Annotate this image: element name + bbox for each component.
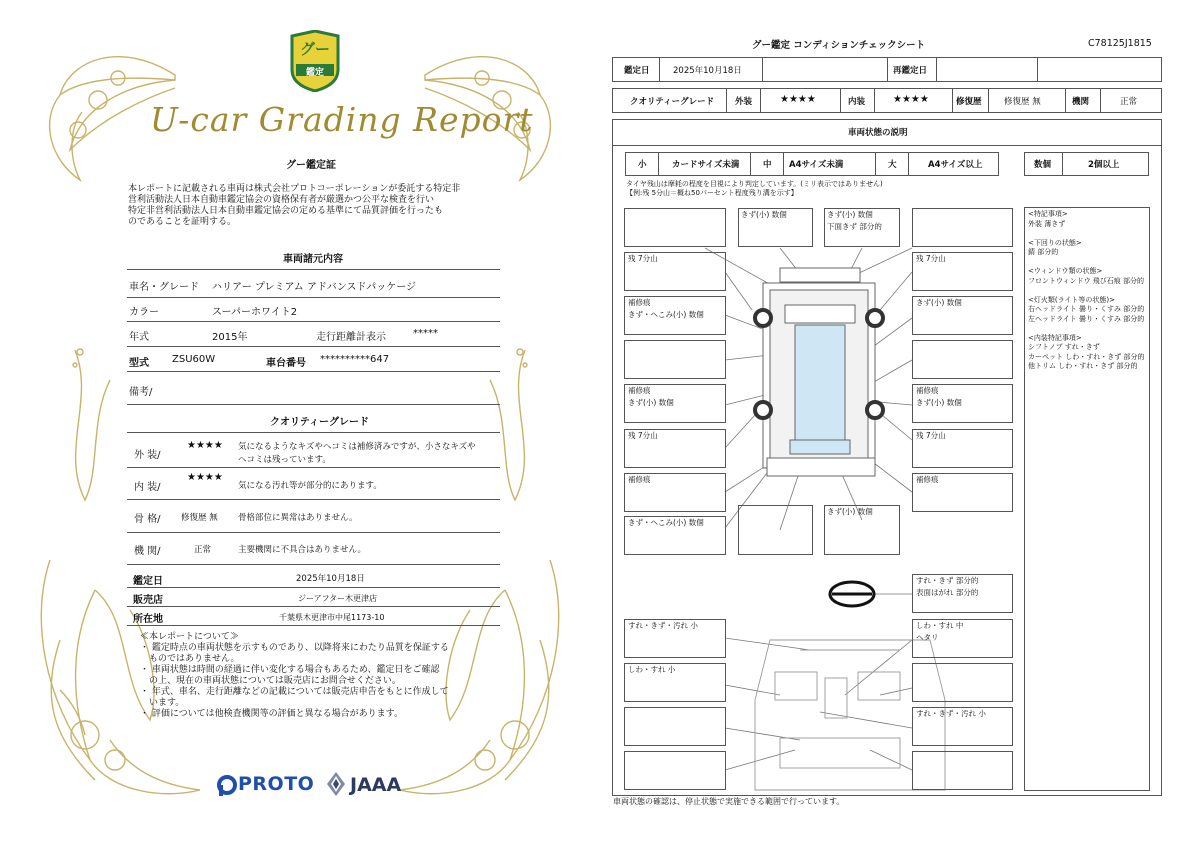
chassis-label: 車台番号 (266, 358, 306, 369)
callout-c12: 補修痕 (916, 475, 939, 484)
callout-c5a: 補修痕 (628, 298, 651, 307)
callout-c10: 残 7分山 (916, 431, 946, 440)
callout-c5b: きず・へこみ(小) 数個 (628, 310, 704, 319)
remarks-label: 備考/ (129, 387, 153, 398)
callout-c19: すれ・きず・汚れ 小 (916, 709, 986, 718)
badge-line1: グー (299, 40, 330, 58)
jaaa-logo-icon (326, 771, 346, 797)
engine-label-sheet: 機関 (1072, 97, 1090, 107)
size-small-desc: カードサイズ未満 (672, 160, 740, 170)
callout-box (624, 208, 726, 247)
badge-line2: 鑑定 (305, 68, 324, 78)
callout-c8b: きず(小) 数個 (916, 398, 962, 407)
model-value: ZSU60W (172, 354, 216, 365)
int-stars: ★★★★ (893, 94, 929, 105)
color-label: カラー (129, 307, 159, 318)
reappraisal-label: 再鑑定日 (893, 66, 928, 76)
proto-logo-icon (216, 774, 238, 796)
ext-label: 外装 (735, 97, 753, 107)
size-mid: 中 (763, 160, 772, 170)
frame-label: 骨 格/ (134, 514, 161, 525)
int-label: 内装 (848, 97, 866, 107)
engine-comment: 主要機関に不具合はありません。 (238, 545, 367, 555)
interior-label: 内 装/ (134, 482, 161, 493)
certificate-heading: グー鑑定証 (286, 160, 336, 171)
name-label: 車名・グレード (129, 282, 199, 293)
callout-c1: きず(小) 数個 (741, 210, 787, 219)
engine-label: 機 関/ (134, 546, 161, 557)
proto-logo-text: PROTO (238, 773, 315, 795)
repair-value: 修復歴 無 (1004, 97, 1041, 107)
description-heading: 車両状態の説明 (848, 128, 908, 138)
callout-box (624, 751, 726, 790)
callout-c15b: 表面はがれ 部分的 (916, 588, 979, 597)
callout-box (912, 340, 1013, 379)
callout-c11: 補修痕 (628, 475, 651, 484)
report-title: U-car Grading Report (150, 100, 534, 139)
ext-stars: ★★★★ (780, 94, 816, 105)
size-large-desc: A4サイズ以上 (928, 160, 983, 170)
callout-box (738, 505, 813, 555)
count-desc: 2個以上 (1088, 160, 1120, 170)
callout-box (912, 208, 1013, 247)
callout-c3: 残 7分山 (628, 254, 658, 263)
mileage-value: ***** (413, 328, 438, 339)
appraisal-date-value: 2025年10月18日 (296, 574, 365, 584)
callout-box (912, 751, 1013, 790)
size-large: 大 (888, 160, 897, 170)
exterior-stars: ★★★★ (187, 440, 223, 451)
dealer-value: ジーアフター木更津店 (298, 594, 378, 603)
exterior-comment-1: 気になるようなキズやヘコミは補修済みですが、小さなキズや (238, 442, 476, 452)
sheet-title: グー鑑定 コンディションチェックシート (752, 40, 926, 51)
callout-c7a: 補修痕 (628, 386, 651, 395)
name-value: ハリアー プレミアム アドバンスドパッケージ (212, 282, 417, 293)
chassis-value: **********647 (320, 354, 390, 365)
callout-c4: 残 7分山 (916, 254, 946, 263)
callout-c2a: きず(小) 数個 (827, 210, 873, 219)
callout-c18: しわ・すれ 小 (628, 665, 676, 674)
address-label: 所在地 (133, 614, 163, 625)
sheet-code: C78125J1815 (1088, 38, 1152, 49)
report-notes: ≪本レポートについて≫ ・ 鑑定時点の車両状態を示すものであり、以降将来にわたり品質を保証する ものではありません。 ・ 車両状態は時間の経過に伴い変化する場合もあるため、鑑定日をご確認 の上、現在の車両状態については販売店にお問合せください。 ・ 年式、車名、走行距離などの記載については販売店申告をもとに作成して います。 ・ 評価については他検査機関等の評価と異なる場合があります。 (140, 632, 500, 720)
callout-c2b: 下面きず 部分的 (827, 222, 882, 231)
callout-c7b: きず(小) 数個 (628, 398, 674, 407)
tire-note-2: 【例:残 5分山＝概ね50パーセント程度残り溝を示す】 (626, 189, 798, 197)
certificate-text: 本レポートに記載される車両は株式会社プロトコーポレーションが委託する特定非 営利活動法人日本自動車鑑定協会の資格保有者が厳選かつ公平な検査を行い 特定非営利活動法人日本自動車鑑定協会の定める基準にて品質評価を行ったも のであることを証明する。 (128, 184, 461, 227)
callout-c13: きず・へこみ(小) 数個 (628, 518, 704, 527)
size-mid-desc: A4サイズ未満 (789, 160, 844, 170)
exterior-comment-2: ヘコミは残っています。 (238, 455, 331, 465)
size-small: 小 (638, 160, 647, 170)
callout-c16: すれ・きず・汚れ 小 (628, 621, 698, 630)
callout-c6: きず(小) 数個 (916, 298, 962, 307)
frame-value: 修復歴 無 (181, 513, 218, 523)
interior-comment: 気になる汚れ等が部分的にあります。 (238, 481, 382, 491)
exterior-label: 外 装/ (134, 450, 161, 461)
model-label: 型式 (129, 358, 149, 369)
address-value: 千葉県木更津市中尾1173-10 (279, 613, 385, 622)
interior-stars: ★★★★ (187, 472, 223, 483)
quality-heading: クオリティーグレード (270, 417, 369, 428)
side-notes: <特記事項> 外装 薄きず <下回りの状態> 錆 部分的 <ウィンドウ類の状態> フロントウィンドウ 飛び石痕 部分的 <灯火類(ライト等の状態)> 右ヘッドライト 曇り・くすみ 部分的 左ヘッドライト 曇り・くすみ 部分的 <内装特記事項> シフトノブ すれ・きず カーペット しわ・すれ・きず 部分的 他トリム しわ・すれ・きず 部分的 (1028, 210, 1145, 370)
sheet-date-value: 2025年10月18日 (673, 66, 742, 76)
callout-c8a: 補修痕 (916, 386, 939, 395)
sheet-date-label: 鑑定日 (624, 66, 650, 76)
spec-heading: 車両諸元内容 (283, 254, 343, 265)
color-value: スーパーホワイト2 (212, 307, 298, 318)
callout-c9: 残 7分山 (628, 431, 658, 440)
condition-check-sheet (600, 0, 1200, 848)
callout-c17a: しわ・すれ 中 (916, 621, 964, 630)
callout-c15a: すれ・きず 部分的 (916, 576, 979, 585)
sheet-footer: 車両状態の確認は、停止状態で実施できる範囲で行っています。 (613, 797, 845, 806)
engine-value-sheet: 正常 (1120, 97, 1138, 107)
goo-kantei-badge (288, 30, 342, 92)
callout-box (624, 340, 726, 379)
callout-box (912, 663, 1013, 702)
year-label: 年式 (129, 332, 149, 343)
callout-c14: きず(小) 数個 (827, 507, 873, 516)
grade-label: クオリティーグレード (630, 97, 715, 107)
year-value: 2015年 (212, 332, 248, 343)
engine-value: 正常 (194, 545, 212, 555)
mileage-label: 走行距離計表示 (316, 332, 386, 343)
tire-note-1: タイヤ残山は摩耗の程度を目視により判定しています。(ミリ表示ではありません) (626, 180, 883, 188)
repair-label: 修復歴 (956, 97, 982, 107)
notes-heading: ≪本レポートについて≫ (140, 632, 239, 642)
callout-box (624, 707, 726, 746)
jaaa-logo-text: JAAA (350, 774, 402, 796)
count-label: 数個 (1034, 160, 1052, 170)
dealer-label: 販売店 (133, 595, 163, 606)
appraisal-date-label: 鑑定日 (133, 576, 163, 587)
frame-comment: 骨格部位に異常はありません。 (238, 513, 358, 523)
callout-c17b: ヘタリ (916, 633, 939, 642)
